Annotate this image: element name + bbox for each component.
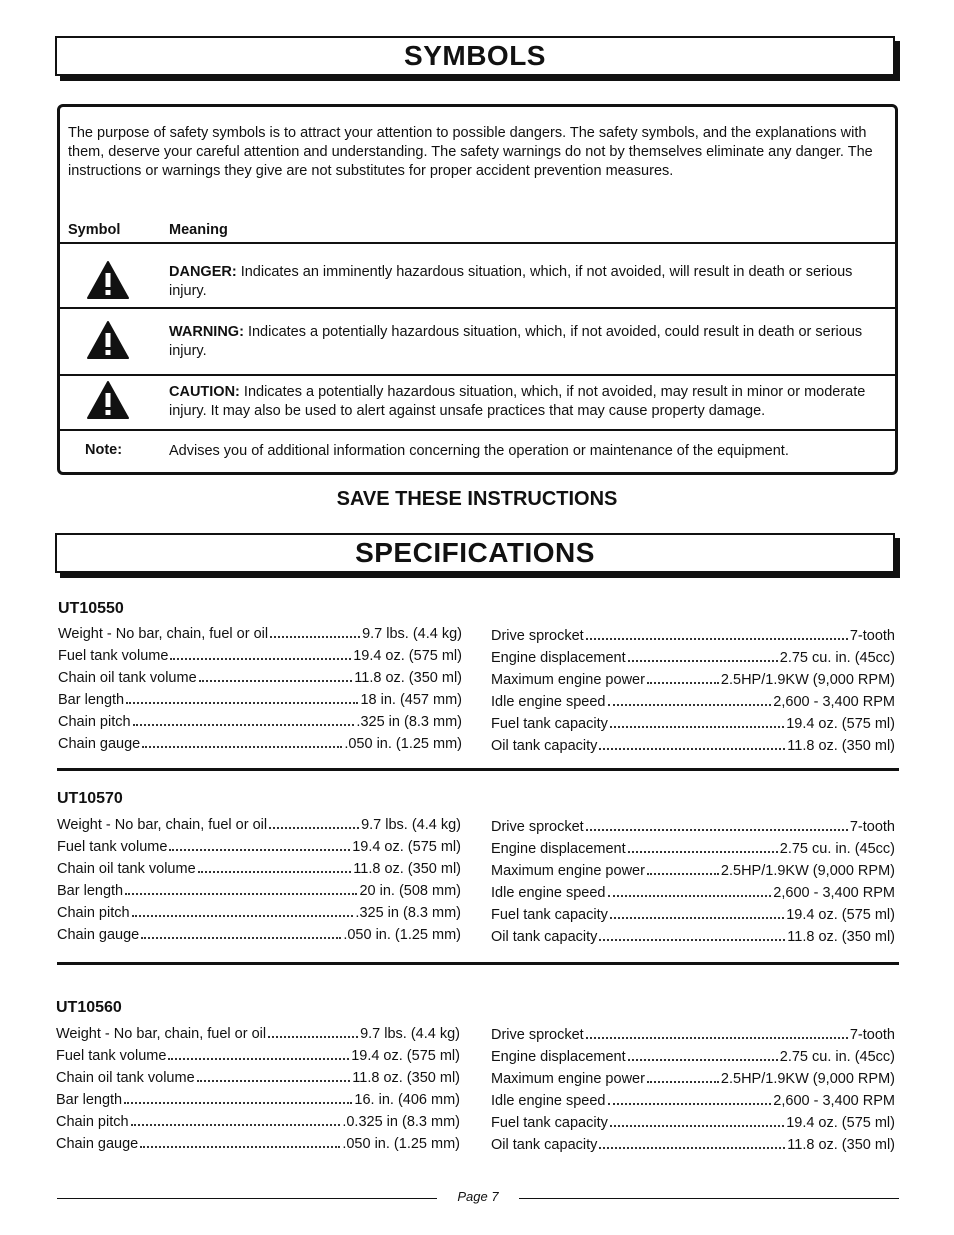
table-rule (60, 429, 895, 431)
spec-label: Weight - No bar, chain, fuel or oil (58, 626, 269, 642)
spec-value: 11.8 oz. (350 ml) (787, 738, 895, 754)
dot-leader (599, 748, 785, 750)
danger-text: Indicates an imminently hazardous situation, which, if not avoided, will result in death or serious injury. (169, 264, 853, 299)
meaning-column-header: Meaning (169, 222, 228, 238)
spec-value: 9.7 lbs. (4.4 kg) (362, 626, 462, 642)
spec-line (491, 622, 895, 644)
spec-line (58, 620, 462, 642)
spec-line (491, 644, 895, 666)
spec-label: Maximum engine power (491, 672, 645, 688)
spec-line (491, 1131, 895, 1153)
warning-triangle-icon (86, 380, 130, 420)
note-label: Note: (85, 442, 123, 458)
spec-label: Drive sprocket (491, 1027, 584, 1043)
dot-leader (628, 851, 778, 853)
table-rule (60, 374, 895, 376)
dot-leader (140, 1146, 340, 1148)
spec-line (491, 688, 895, 710)
dot-leader (647, 873, 719, 875)
table-rule (60, 242, 895, 244)
dot-leader (647, 1081, 719, 1083)
spec-label: Fuel tank volume (58, 648, 169, 664)
spec-label: Fuel tank capacity (491, 716, 608, 732)
dot-leader (168, 1058, 349, 1060)
spec-line (56, 1086, 460, 1108)
dot-leader (141, 937, 341, 939)
spec-line (491, 710, 895, 732)
table-rule (60, 307, 895, 309)
spec-line (58, 730, 462, 752)
spec-value: 7-tooth (849, 1027, 895, 1043)
save-instructions-heading: SAVE THESE INSTRUCTIONS (336, 488, 618, 510)
spec-line (56, 1130, 460, 1152)
dot-leader (269, 827, 359, 829)
footer-rule (57, 1198, 437, 1199)
spec-label: Maximum engine power (491, 1071, 645, 1087)
warning-triangle-icon (86, 260, 130, 300)
dot-leader (647, 682, 719, 684)
dot-leader (610, 1125, 784, 1127)
page-number: Page 7 (457, 1189, 499, 1204)
spec-value: 7-tooth (849, 628, 895, 644)
spec-value: 16. in. (406 mm) (354, 1092, 460, 1108)
spec-line (491, 1021, 895, 1043)
spec-value: .050 in. (1.25 mm) (344, 736, 462, 752)
spec-line (491, 732, 895, 754)
dot-leader (586, 1037, 848, 1039)
spec-value: 11.8 oz. (350 ml) (353, 861, 461, 877)
spec-label: Idle engine speed (491, 694, 606, 710)
dot-leader (599, 1147, 785, 1149)
intro-paragraph: The purpose of safety symbols is to attract your attention to possible dangers. The safety symbols, and the explanations with them, deserve your careful attention and understanding. The safety warnings do not by themselves eliminate any danger. The instructions or warnings they give are not substitutes for proper accident prevention measures. (68, 125, 873, 179)
spec-value: 2,600 - 3,400 RPM (773, 1093, 895, 1109)
spec-label: Engine displacement (491, 841, 626, 857)
spec-value: 19.4 oz. (575 ml) (786, 907, 895, 923)
dot-leader (132, 915, 354, 917)
spec-line (57, 877, 461, 899)
danger-term: DANGER: (169, 264, 237, 280)
specifications-heading: SPECIFICATIONS (55, 533, 895, 573)
spec-line (57, 899, 461, 921)
spec-line (491, 666, 895, 688)
spec-value: 20 in. (508 mm) (359, 883, 461, 899)
dot-leader (628, 660, 778, 662)
spec-line (491, 1043, 895, 1065)
model-title: UT10550 (58, 600, 124, 617)
spec-line (491, 857, 895, 879)
spec-label: Fuel tank capacity (491, 1115, 608, 1131)
dot-leader (124, 1102, 352, 1104)
spec-line (56, 1020, 460, 1042)
spec-line (58, 686, 462, 708)
spec-label: Oil tank capacity (491, 1137, 598, 1153)
spec-label: Chain pitch (58, 714, 131, 730)
spec-value: 2,600 - 3,400 RPM (773, 694, 895, 710)
spec-value: 11.8 oz. (350 ml) (787, 1137, 895, 1153)
spec-line (491, 879, 895, 901)
spec-value: 9.7 lbs. (4.4 kg) (361, 817, 461, 833)
dot-leader (610, 917, 784, 919)
dot-leader (608, 1103, 772, 1105)
danger-row (169, 263, 889, 301)
spec-line (58, 642, 462, 664)
spec-label: Chain oil tank volume (58, 670, 197, 686)
dot-leader (142, 746, 342, 748)
note-text: Advises you of additional information concerning the operation or maintenance of the equipment. (169, 443, 789, 459)
spec-value: 2,600 - 3,400 RPM (773, 885, 895, 901)
warning-triangle-icon (86, 320, 130, 360)
spec-label: Chain pitch (57, 905, 130, 921)
spec-label: Chain oil tank volume (57, 861, 196, 877)
spec-value: .050 in. (1.25 mm) (343, 927, 461, 943)
spec-value: 11.8 oz. (350 ml) (354, 670, 462, 686)
spec-label: Chain oil tank volume (56, 1070, 195, 1086)
dot-leader (608, 895, 772, 897)
spec-line (56, 1042, 460, 1064)
spec-value: 11.8 oz. (350 ml) (352, 1070, 460, 1086)
spec-line (491, 1065, 895, 1087)
spec-line (491, 813, 895, 835)
spec-label: Drive sprocket (491, 628, 584, 644)
spec-value: 19.4 oz. (575 ml) (352, 839, 461, 855)
spec-value: 2.5HP/1.9KW (9,000 RPM) (720, 672, 895, 688)
dot-leader (131, 1124, 341, 1126)
spec-label: Chain gauge (58, 736, 141, 752)
spec-value: 2.75 cu. in. (45cc) (779, 1049, 895, 1065)
spec-value: 2.75 cu. in. (45cc) (779, 841, 895, 857)
spec-label: Bar length (56, 1092, 123, 1108)
dot-leader (126, 702, 358, 704)
spec-label: Idle engine speed (491, 1093, 606, 1109)
dot-leader (599, 939, 785, 941)
spec-label: Chain gauge (56, 1136, 139, 1152)
spec-value: 18 in. (457 mm) (360, 692, 462, 708)
dot-leader (169, 849, 350, 851)
dot-leader (628, 1059, 778, 1061)
spec-label: Fuel tank volume (57, 839, 168, 855)
dot-leader (197, 1080, 351, 1082)
model-title: UT10560 (56, 999, 122, 1016)
spec-value: .325 in (8.3 mm) (356, 714, 462, 730)
dot-leader (125, 893, 357, 895)
spec-value: 7-tooth (849, 819, 895, 835)
dot-leader (198, 871, 352, 873)
warning-term: WARNING: (169, 324, 244, 340)
spec-line (491, 901, 895, 923)
spec-label: Weight - No bar, chain, fuel or oil (56, 1026, 267, 1042)
dot-leader (586, 829, 848, 831)
spec-line (491, 1087, 895, 1109)
spec-label: Fuel tank capacity (491, 907, 608, 923)
spec-label: Engine displacement (491, 650, 626, 666)
dot-leader (608, 704, 772, 706)
spec-label: Chain gauge (57, 927, 140, 943)
dot-leader (268, 1036, 358, 1038)
spec-line (57, 855, 461, 877)
caution-term: CAUTION: (169, 384, 240, 400)
spec-value: 11.8 oz. (350 ml) (787, 929, 895, 945)
safety-symbols-box (57, 104, 898, 475)
symbols-heading: SYMBOLS (55, 36, 895, 76)
spec-label: Idle engine speed (491, 885, 606, 901)
warning-text: Indicates a potentially hazardous situation, which, if not avoided, could result in death or serious injury. (169, 324, 863, 359)
footer-rule (519, 1198, 899, 1199)
spec-label: Engine displacement (491, 1049, 626, 1065)
spec-value: 19.4 oz. (575 ml) (786, 716, 895, 732)
spec-value: 19.4 oz. (575 ml) (353, 648, 462, 664)
symbol-column-header: Symbol (68, 222, 121, 238)
spec-line (56, 1108, 460, 1130)
spec-label: Maximum engine power (491, 863, 645, 879)
spec-label: Oil tank capacity (491, 738, 598, 754)
spec-line (57, 811, 461, 833)
section-divider (57, 768, 899, 771)
spec-value: 19.4 oz. (575 ml) (786, 1115, 895, 1131)
spec-label: Oil tank capacity (491, 929, 598, 945)
dot-leader (170, 658, 351, 660)
spec-value: 19.4 oz. (575 ml) (351, 1048, 460, 1064)
dot-leader (270, 636, 360, 638)
spec-line (491, 835, 895, 857)
section-divider (57, 962, 899, 965)
spec-line (491, 1109, 895, 1131)
spec-line (57, 921, 461, 943)
spec-label: Fuel tank volume (56, 1048, 167, 1064)
spec-label: Bar length (57, 883, 124, 899)
spec-label: Weight - No bar, chain, fuel or oil (57, 817, 268, 833)
spec-line (58, 708, 462, 730)
spec-line (56, 1064, 460, 1086)
spec-line (57, 833, 461, 855)
spec-line (491, 923, 895, 945)
model-title: UT10570 (57, 790, 123, 807)
spec-value: .325 in (8.3 mm) (355, 905, 461, 921)
spec-line (58, 664, 462, 686)
spec-label: Bar length (58, 692, 125, 708)
dot-leader (133, 724, 355, 726)
spec-value: 2.75 cu. in. (45cc) (779, 650, 895, 666)
caution-text: Indicates a potentially hazardous situation, which, if not avoided, may result in minor or moderate injury. It may also be used to alert against unsafe practices that may cause property damage. (169, 384, 866, 419)
dot-leader (199, 680, 353, 682)
spec-label: Chain pitch (56, 1114, 129, 1130)
spec-value: 2.5HP/1.9KW (9,000 RPM) (720, 1071, 895, 1087)
caution-row (169, 383, 889, 421)
dot-leader (610, 726, 784, 728)
spec-value: 9.7 lbs. (4.4 kg) (360, 1026, 460, 1042)
warning-row (169, 323, 889, 361)
spec-label: Drive sprocket (491, 819, 584, 835)
dot-leader (586, 638, 848, 640)
spec-value: .0.325 in (8.3 mm) (342, 1114, 460, 1130)
spec-value: .050 in. (1.25 mm) (342, 1136, 460, 1152)
spec-value: 2.5HP/1.9KW (9,000 RPM) (720, 863, 895, 879)
